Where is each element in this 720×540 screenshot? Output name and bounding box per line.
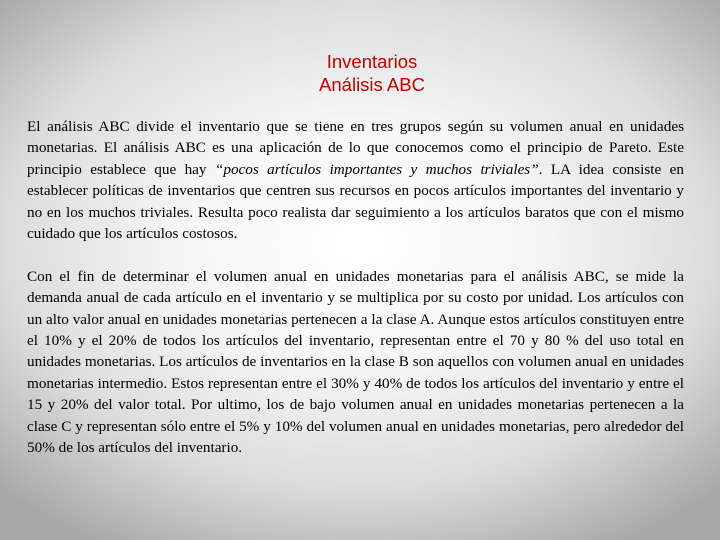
paragraph-1-quote: “pocos artículos importantes y muchos triviales” xyxy=(214,160,539,178)
title-line-2: Análisis ABC xyxy=(319,74,425,95)
paragraph-1-intro: El análisis ABC divide el inventario que se tiene en tres grupos según su volumen anual en unidades monetarias. El análisis ABC es una aplicación de lo que conocemos como el principio de Pareto. Este principio establece que hay xyxy=(27,118,684,178)
title-line-1: Inventarios xyxy=(326,51,418,72)
slide-title xyxy=(0,50,720,96)
paragraph-1-rest: . LA idea consiste en establecer políticas de inventarios que centren sus recursos en pocos artículos importantes del inventario y no en los muchos triviales. Resulta poco realista dar seguimiento a los artículos baratos que con el mismo cuidado que los artículos costosos. xyxy=(27,160,684,243)
body-text xyxy=(27,116,684,458)
paragraph-1 xyxy=(27,116,684,244)
paragraph-2: Con el fin de determinar el volumen anual en unidades monetarias para el análisis ABC, se mide la demanda anual de cada artículo en el inventario y se multiplica por su costo por unidad. Los artículos con un alto valor anual en unidades monetarias pertenecen a la clase A. Aunque estos artículos constituyen entre el 10% y el 20% de todos los artículos del inventario, representan entre el 70 y 80 % del uso total en unidades monetarias. Los artículos de inventarios en la clase B son aquellos con volumen anual en unidades monetarias intermedio. Estos representan entre el 30% y 40% de todos los artículos del inventario y entre el 15 y 20% del valor total. Por ultimo, los de bajo volumen anual en unidades monetarias pertenecen a la clase C y representan sólo entre el 5% y 10% del volumen anual en unidades monetarias, pero alrededor del 50% de los artículos del inventario. xyxy=(27,267,684,457)
